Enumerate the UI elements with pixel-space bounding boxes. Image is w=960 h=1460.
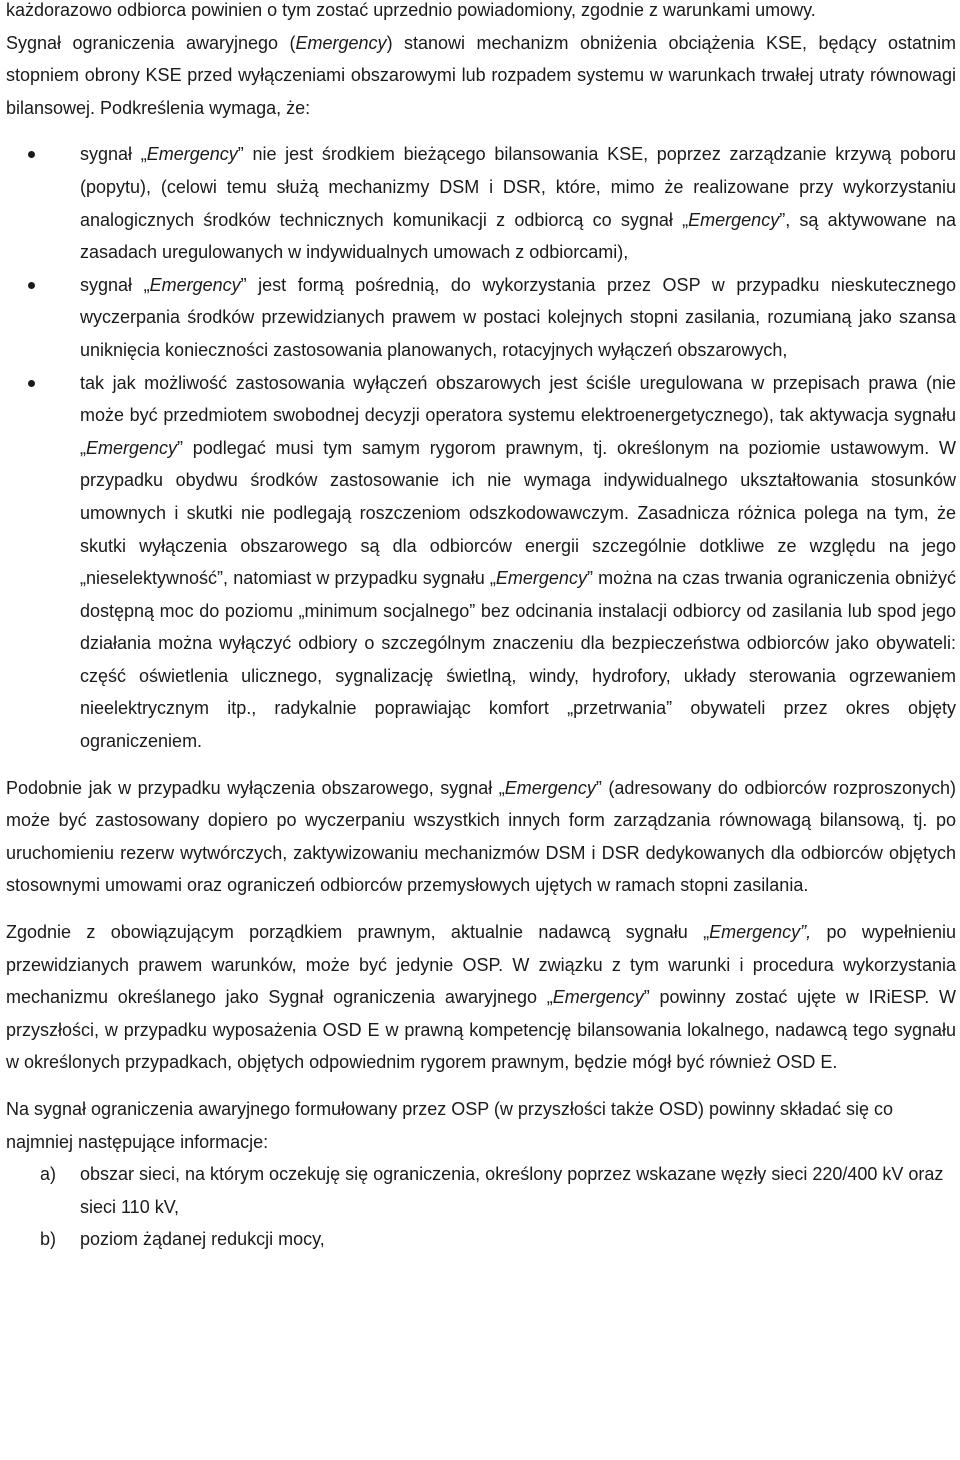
emergency-term: Emergency xyxy=(504,777,596,798)
paragraph-2 xyxy=(6,772,956,902)
bullet-dot-icon xyxy=(28,151,35,158)
text-run: tak jak możliwość zastosowania wyłączeń obszarowych jest ściśle uregulowana w przepisach prawa (nie może być przedmiotem swobodnej decyzji operatora systemu elektroenergetycznego), tak aktywacja sygnału „ xyxy=(80,372,956,458)
text-run: ” podlegać musi tym samym rygorom prawnym, tj. określonym na poziomie ustawowym. W przypadku obydwu środków zastosowanie ich nie wymaga indywidualnego ukształtowania stosunków umownych i skutki nie podlegają roszczeniom odszkodowawczym. Zasadnicza różnica polega na tym, że skutki wyłączenia obszarowego są dla odbiorców energii szczególnie dotkliwe ze względu na jego „nieselektywność”, natomiast w przypadku sygnału „ xyxy=(80,437,956,589)
alpha-marker: b) xyxy=(40,1229,57,1250)
emergency-term: Emergency xyxy=(146,144,238,165)
alpha-item-text: poziom żądanej redukcji mocy, xyxy=(80,1229,325,1250)
text-run: ” (adresowany do odbiorców rozproszonych) może być zastosowany dopiero po wyczerpaniu wszystkich innych form zarządzania równowagą bilansową, tj. po uruchomieniu rezerw wytwórczych, zaktywizowaniu mechanizmów DSM i DSR dedykowanych dla odbiorców objętych stosownymi umowami oraz ograniczeń odbiorców przemysłowych ujętych w ramach stopni zasilania. xyxy=(6,777,956,896)
text-run: ” powinny zostać ujęte w IRiESP. W przyszłości, w przypadku wyposażenia OSD E w prawną kompetencję bilansowania lokalnego, nadawcą tego sygnału w określonych przypadkach, objętych odpowiednim rygorem prawnym, będzie mógł być również OSD E. xyxy=(6,987,957,1073)
text-run: Zgodnie z obowiązującym porządkiem prawnym, aktualnie nadawcą sygnału „ xyxy=(6,922,710,943)
alpha-list xyxy=(6,1158,956,1256)
emergency-term: Emergency”, xyxy=(709,922,812,943)
paragraph-3-text xyxy=(6,922,956,1072)
text-run: Podobnie jak w przypadku wyłączenia obszarowego, sygnał „ xyxy=(6,777,505,798)
paragraph-2-text xyxy=(6,778,956,896)
text-run: po wypełnieniu przewidzianych prawem warunków, może być jedynie OSP. W związku z tym warunki i procedura wykorzystania mechanizmu określanego jako Sygnał ograniczenia awaryjnego „ xyxy=(6,922,956,1008)
text-run: ” nie jest środkiem bieżącego bilansowania KSE, poprzez zarządzanie krzywą poboru (popytu), (celowi temu służą mechanizmy DSM i DSR, które, mimo że realizowane przy wykorzystaniu analogicznych środków technicznych komunikacji z odbiorcą co sygnał „ xyxy=(80,144,956,230)
bullet-item-3 xyxy=(6,367,956,758)
text-run: ”, są aktywowane na zasadach uregulowanych w indywidualnych umowach z odbiorcami), xyxy=(80,209,956,263)
bullet-dot-icon xyxy=(28,282,35,289)
text-run: ” można na czas trwania ograniczenia obniżyć dostępną moc do poziomu „minimum socjalnego” bez odcinania instalacji odbiorcy od zasilania lub spod jego działania można wyłączyć odbiory o szczególnym znaczeniu dla bezpieczeństwa odbiorców jako obywateli: część oświetlenia ulicznego, sygnalizację świetlną, windy, hydrofory, układy sterowania ogrzewaniem nieelektrycznym itp., radykalnie poprawiając komfort „przetrwania” obywateli przez okres objęty ograniczeniem. xyxy=(80,568,956,752)
alpha-item-a xyxy=(6,1158,956,1223)
text-run: sygnał „ xyxy=(80,144,147,165)
bullet-item-2 xyxy=(6,269,956,367)
intro-emergency-term: Emergency xyxy=(295,32,387,53)
alpha-item-b xyxy=(6,1223,956,1256)
paragraph-3 xyxy=(6,916,956,1079)
bullet-list xyxy=(6,138,956,757)
emergency-term: Emergency xyxy=(552,987,644,1008)
bullet-item-1 xyxy=(6,138,956,268)
bullet-item-1-text xyxy=(80,144,956,262)
alpha-item-text: obszar sieci, na którym oczekuję się ograniczenia, określony poprzez wskazane węzły sieci 220/400 kV oraz sieci 110 kV, xyxy=(80,1164,944,1217)
intro-text-a: Sygnał ograniczenia awaryjnego ( xyxy=(6,32,296,53)
intro-text-b: ) stanowi mechanizm obniżenia obciążenia KSE, będący ostatnim stopniem obrony KSE przed wyłączeniami obszarowymi lub rozpadem systemu w warunkach trwałej utraty równowagi bilansowej. Podkreślenia wymaga, że: xyxy=(6,32,956,118)
bullet-item-3-text xyxy=(80,373,956,752)
text-run: sygnał „ xyxy=(80,274,150,295)
paragraph-4: Na sygnał ograniczenia awaryjnego formułowany przez OSP (w przyszłości także OSD) powinny składać się co najmniej następujące informacje: xyxy=(6,1099,894,1152)
bullet-item-2-text xyxy=(80,275,956,360)
alpha-marker: a) xyxy=(40,1164,57,1185)
emergency-term: Emergency xyxy=(86,437,178,458)
emergency-term: Emergency xyxy=(688,209,780,230)
emergency-term: Emergency xyxy=(495,568,587,589)
bullet-dot-icon xyxy=(28,380,35,387)
emergency-term: Emergency xyxy=(149,274,241,295)
text-run: ” jest formą pośrednią, do wykorzystania przez OSP w przypadku nieskutecznego wyczerpania środków przewidzianych prawem w postaci kolejnych stopni zasilania, rozumianą jako szansa uniknięcia konieczności zastosowania planowanych, rotacyjnych wyłączeń obszarowych, xyxy=(80,274,957,360)
intro-continuation: każdorazowo odbiorca powinien o tym zostać uprzednio powiadomiony, zgodnie z warunkami umowy. xyxy=(6,0,816,20)
intro-paragraph xyxy=(6,0,956,124)
